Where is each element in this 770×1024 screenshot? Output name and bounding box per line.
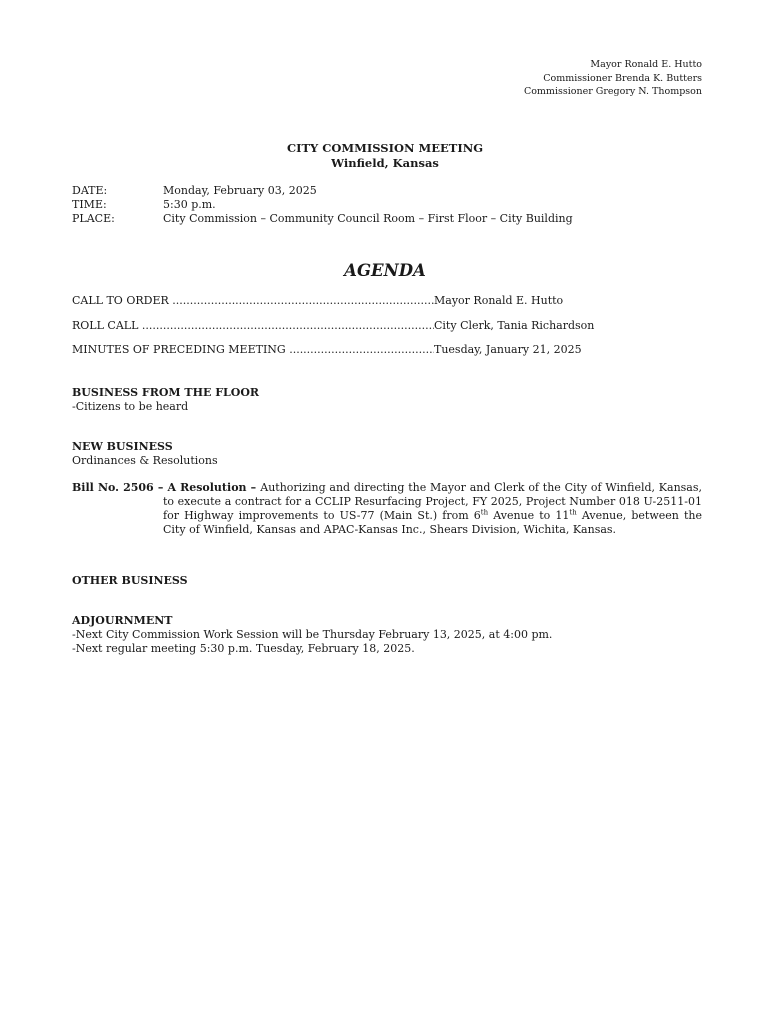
bill-2506 bbox=[72, 481, 702, 537]
time-label: TIME: bbox=[72, 198, 107, 211]
agenda-item-value: Tuesday, January 21, 2025 bbox=[434, 343, 582, 356]
agenda-item-value: Mayor Ronald E. Hutto bbox=[434, 294, 564, 307]
place-value: City Commission – Community Council Room – First Floor – City Building bbox=[163, 212, 573, 225]
section-subheading: Ordinances & Resolutions bbox=[72, 454, 218, 467]
meeting-title: CITY COMMISSION MEETING bbox=[286, 141, 484, 155]
business-from-floor-section bbox=[72, 386, 259, 414]
agenda-item-call-to-order bbox=[72, 294, 692, 308]
meeting-title-block bbox=[0, 141, 770, 171]
date-label: DATE: bbox=[72, 184, 108, 197]
date-value: Monday, February 03, 2025 bbox=[163, 184, 317, 197]
agenda-heading: AGENDA bbox=[344, 261, 426, 280]
bill-text-2: Avenue to 11 bbox=[488, 509, 570, 522]
agenda-item-label: MINUTES OF PRECEDING MEETING ..... bbox=[72, 343, 434, 357]
official-mayor: Mayor Ronald E. Hutto bbox=[590, 59, 702, 70]
bill-sup-2: th bbox=[569, 508, 577, 517]
place-label: PLACE: bbox=[72, 212, 115, 225]
adjournment-line-1: -Next City Commission Work Session will be Thursday February 13, 2025, at 4:00 pm. bbox=[72, 628, 553, 641]
bill-number: Bill No. 2506 – bbox=[72, 481, 168, 494]
agenda-item-value: City Clerk, Tania Richardson bbox=[434, 319, 595, 332]
agenda-item-label: ROLL CALL ..... bbox=[72, 319, 434, 333]
officials-list bbox=[524, 58, 702, 99]
agenda-item-roll-call bbox=[72, 319, 692, 333]
bill-type: A Resolution – bbox=[167, 481, 261, 494]
time-value: 5:30 p.m. bbox=[163, 198, 216, 211]
adjournment-line-2: -Next regular meeting 5:30 p.m. Tuesday, February 18, 2025. bbox=[72, 642, 415, 655]
meeting-details bbox=[72, 184, 573, 226]
bill-sup-1: th bbox=[480, 508, 489, 517]
agenda-item-minutes bbox=[72, 343, 692, 357]
official-commissioner-butters: Commissioner Brenda K. Butters bbox=[543, 72, 702, 84]
bill-text-1: Authorizing and directing the Mayor and Clerk of the City of Winfield, Kansas, to execute a contract for a CCLIP Resurfacing Project, FY 2025, Project Number 018 U-2511-01 for Highway improvements to US-77 (Main St.) from 6 bbox=[163, 481, 703, 522]
official-commissioner-thompson: Commissioner Gregory N. Thompson bbox=[523, 86, 702, 97]
agenda-item-label: CALL TO ORDER ..... bbox=[72, 294, 434, 308]
new-business-section bbox=[72, 440, 218, 468]
bill-paragraph bbox=[72, 481, 702, 537]
adjournment-section bbox=[72, 614, 552, 656]
other-business-section bbox=[72, 574, 188, 588]
place-row bbox=[72, 212, 573, 226]
meeting-location: Winfield, Kansas bbox=[331, 156, 439, 170]
time-row bbox=[72, 198, 573, 212]
date-row bbox=[72, 184, 573, 198]
section-heading: ADJOURNMENT bbox=[72, 614, 173, 627]
section-line: -Citizens to be heard bbox=[72, 400, 189, 413]
bill-text-3: Avenue, between the City of Winfield, Kansas and APAC-Kansas Inc., Shears Division, Wichita, Kansas. bbox=[163, 509, 702, 536]
section-heading: BUSINESS FROM THE FLOOR bbox=[72, 386, 260, 399]
section-heading: NEW BUSINESS bbox=[72, 440, 173, 453]
section-heading: OTHER BUSINESS bbox=[72, 574, 188, 587]
